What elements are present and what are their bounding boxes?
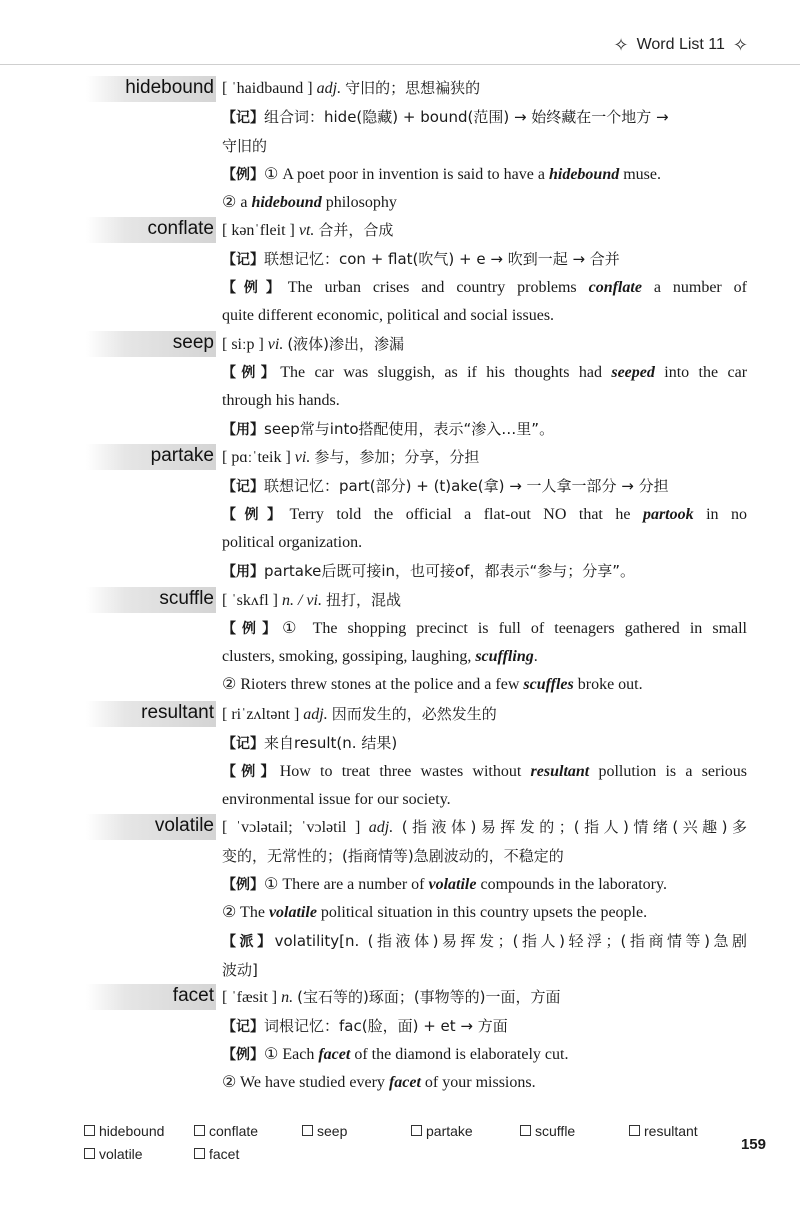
usage-tag: 【用】 xyxy=(222,422,264,438)
example-text: of the diamond is elaborately cut. xyxy=(350,1046,569,1063)
phonetic: [ ˈfæsit ] xyxy=(222,989,278,1006)
part-of-speech: adj. xyxy=(316,80,342,97)
memo-text: 守旧的 xyxy=(222,137,268,155)
example-text: ① Each xyxy=(264,1046,319,1063)
example-keyword: hidebound xyxy=(251,194,322,211)
example-tag: 【例】 xyxy=(222,365,281,381)
checklist-item[interactable] xyxy=(84,1146,143,1162)
example-tag: 【例】 xyxy=(222,764,280,780)
example-tag: 【例】 xyxy=(222,280,288,296)
example-text: ② The xyxy=(222,904,269,921)
phonetic: [ ˈvɔlətail; ˈvɔlətil ] xyxy=(222,819,361,836)
memo-text: 联想记忆：part(部分) + (t)ake(拿) → 一人拿一部分 → 分担 xyxy=(264,477,669,495)
example-text: ② a xyxy=(222,194,252,211)
example-text: The car was sluggish, as if his thoughts had xyxy=(280,364,612,381)
checkbox-icon[interactable] xyxy=(84,1125,95,1136)
example-text: a number of xyxy=(641,279,748,296)
memo-line xyxy=(222,729,747,758)
memo-text: 来自result(n. 结果) xyxy=(264,734,398,752)
headword-box xyxy=(86,814,216,840)
headword: facet xyxy=(172,985,214,1006)
memo-text: 词根记忆：fac(脸，面) + et → 方面 xyxy=(264,1017,508,1035)
definition-line xyxy=(222,983,747,1012)
example-keyword: scuffles xyxy=(523,676,574,693)
example-keyword: conflate xyxy=(588,279,642,296)
entry-content xyxy=(222,216,747,330)
page-header xyxy=(0,32,800,65)
headword: scuffle xyxy=(159,588,214,609)
usage-text: seep常与into搭配使用，表示“渗入…里”。 xyxy=(264,420,555,438)
checkbox-icon[interactable] xyxy=(84,1148,95,1159)
example-line-cont xyxy=(222,529,747,557)
example-line xyxy=(222,189,747,217)
ornament-right-icon: ✧ xyxy=(732,35,748,55)
definition: (宝石等的)琢面；(事物等的)一面，方面 xyxy=(297,988,561,1006)
example-text: pollution is a serious xyxy=(589,763,748,780)
memo-line-cont xyxy=(222,132,747,161)
example-keyword: facet xyxy=(388,1074,421,1091)
memo-tag: 【记】 xyxy=(222,736,264,752)
headword-box xyxy=(86,331,216,357)
checklist-label: scuffle xyxy=(535,1123,576,1139)
part-of-speech: adj. xyxy=(368,819,394,836)
example-keyword: volatile xyxy=(428,876,477,893)
example-text: How to treat three wastes without xyxy=(279,763,531,780)
checkbox-icon[interactable] xyxy=(194,1148,205,1159)
example-tag: 【例】 xyxy=(222,167,264,183)
example-line xyxy=(222,274,747,302)
definition-line-cont xyxy=(222,842,747,871)
example-tag: 【例】 xyxy=(222,621,283,637)
definition: 合并，合成 xyxy=(318,221,394,239)
headword-box xyxy=(86,444,216,470)
example-text: political organization. xyxy=(222,534,363,551)
definition: 因而发生的，必然发生的 xyxy=(331,705,497,723)
example-text: ① The shopping precinct is full of teenagers gathered in small xyxy=(282,620,747,637)
example-line xyxy=(222,758,747,786)
memo-tag: 【记】 xyxy=(222,1019,264,1035)
example-line-cont xyxy=(222,387,747,415)
checklist-label: conflate xyxy=(209,1123,259,1139)
memo-text: 联想记忆：con + flat(吹气) + e → 吹到一起 → 合并 xyxy=(264,250,620,268)
definition-line xyxy=(222,813,747,842)
part-of-speech: vt. xyxy=(298,222,315,239)
headword: partake xyxy=(150,445,214,466)
checklist-label: seep xyxy=(317,1123,348,1139)
checklist-item[interactable] xyxy=(629,1123,698,1139)
derivative-text: 波动] xyxy=(222,961,258,979)
usage-text: partake后既可接in，也可接of，都表示“参与；分享”。 xyxy=(264,562,636,580)
definition: (液体)渗出，渗漏 xyxy=(287,335,405,353)
derivative-text: volatility[n. (指液体)易挥发；(指人)轻浮；(指商情等)急剧 xyxy=(274,932,748,950)
phonetic: [ kənˈfleit ] xyxy=(222,222,295,239)
example-text: The urban crises and country problems xyxy=(287,279,589,296)
entry-content xyxy=(222,983,747,1097)
definition: 守旧的；思想褊狭的 xyxy=(345,79,481,97)
part-of-speech: vi. xyxy=(294,449,311,466)
example-text: broke out. xyxy=(573,676,643,693)
usage-line xyxy=(222,557,747,586)
derivative-line-cont xyxy=(222,956,747,985)
example-line xyxy=(222,1041,747,1069)
example-line-cont xyxy=(222,302,747,330)
checklist-item[interactable] xyxy=(194,1146,239,1162)
example-text: of your missions. xyxy=(420,1074,536,1091)
example-tag: 【例】 xyxy=(222,507,290,523)
checkbox-icon[interactable] xyxy=(194,1125,205,1136)
example-keyword: seeped xyxy=(611,364,655,381)
example-text: Terry told the official a flat-out NO that he xyxy=(289,506,643,523)
ornament-left-icon: ✧ xyxy=(613,35,629,55)
checkbox-icon[interactable] xyxy=(302,1125,313,1136)
example-keyword: hidebound xyxy=(548,166,620,183)
definition: 变的，无常性的；(指商情等)急剧波动的，不稳定的 xyxy=(222,847,564,865)
example-text: . xyxy=(533,648,538,665)
example-text: political situation in this country upsets the people. xyxy=(316,904,648,921)
checklist-item[interactable] xyxy=(411,1123,473,1139)
memo-line xyxy=(222,1012,747,1041)
example-text: quite different economic, political and social issues. xyxy=(222,307,555,324)
memo-line xyxy=(222,245,747,274)
page-number: 159 xyxy=(740,1136,766,1153)
header-title: Word List 11 xyxy=(636,36,725,53)
headword: volatile xyxy=(154,815,214,836)
definition: 扭打，混战 xyxy=(325,591,401,609)
example-keyword: scuffling xyxy=(475,648,534,665)
example-text: compounds in the laboratory. xyxy=(476,876,667,893)
example-text: philosophy xyxy=(321,194,397,211)
headword-box xyxy=(86,701,216,727)
phonetic: [ pɑːˈteik ] xyxy=(222,449,291,466)
example-line xyxy=(222,671,747,699)
example-text: ② We have studied every xyxy=(222,1074,389,1091)
headword-box xyxy=(86,984,216,1010)
checklist-label: volatile xyxy=(99,1146,143,1162)
checklist-label: resultant xyxy=(644,1123,698,1139)
memo-line xyxy=(222,103,747,132)
example-keyword: partook xyxy=(642,506,694,523)
part-of-speech: n. / vi. xyxy=(281,592,322,609)
headword: resultant xyxy=(141,702,214,723)
definition-line xyxy=(222,74,747,103)
definition-line xyxy=(222,586,747,615)
example-text: environmental issue for our society. xyxy=(222,791,451,808)
headword: hidebound xyxy=(125,77,214,98)
checklist-item[interactable] xyxy=(302,1123,347,1139)
definition: 参与，参加；分享，分担 xyxy=(314,448,480,466)
example-line xyxy=(222,1069,747,1097)
phonetic: [ riˈzʌltənt ] xyxy=(222,706,300,723)
example-text: ② Rioters threw stones at the police and a few xyxy=(222,676,524,693)
memo-tag: 【记】 xyxy=(222,252,264,268)
memo-tag: 【记】 xyxy=(222,479,264,495)
example-text: into the car xyxy=(654,364,748,381)
memo-line xyxy=(222,472,747,501)
usage-tag: 【用】 xyxy=(222,564,264,580)
memo-text: 组合词：hide(隐藏) + bound(范围) → 始终藏在一个地方 → xyxy=(264,108,669,126)
definition-line xyxy=(222,443,747,472)
headword-box xyxy=(86,76,216,102)
definition: (指液体)易挥发的；(指人)情绪(兴趣)多 xyxy=(401,818,747,836)
part-of-speech: adj. xyxy=(303,706,328,723)
entry-content xyxy=(222,813,747,985)
phonetic: [ ˈskʌfl ] xyxy=(222,592,278,609)
headword: seep xyxy=(172,332,214,353)
entry-content xyxy=(222,700,747,814)
example-tag: 【例】 xyxy=(222,1047,264,1063)
derivative-line xyxy=(222,927,747,956)
derivative-tag: 【派】 xyxy=(222,934,275,950)
example-keyword: resultant xyxy=(530,763,590,780)
example-text: muse. xyxy=(619,166,661,183)
example-text: ① There are a number of xyxy=(264,876,429,893)
checklist-label: facet xyxy=(209,1146,240,1162)
part-of-speech: n. xyxy=(281,989,294,1006)
checklist-label: partake xyxy=(426,1123,473,1139)
entry-content xyxy=(222,586,747,699)
example-line xyxy=(222,615,747,643)
example-keyword: facet xyxy=(318,1046,351,1063)
checklist-item[interactable] xyxy=(194,1123,258,1139)
example-line xyxy=(222,871,747,899)
phonetic: [ ˈhaidbaund ] xyxy=(222,80,313,97)
example-line-cont xyxy=(222,643,747,671)
headword-box xyxy=(86,587,216,613)
example-line xyxy=(222,161,747,189)
entry-content xyxy=(222,443,747,586)
usage-line xyxy=(222,415,747,444)
example-keyword: volatile xyxy=(268,904,317,921)
example-line-cont xyxy=(222,786,747,814)
example-text: in no xyxy=(693,506,748,523)
example-text: through his hands. xyxy=(222,392,340,409)
definition-line xyxy=(222,700,747,729)
checkbox-icon[interactable] xyxy=(411,1125,422,1136)
definition-line xyxy=(222,216,747,245)
example-text: clusters, smoking, gossiping, laughing, xyxy=(222,648,476,665)
checklist-item[interactable] xyxy=(520,1123,575,1139)
memo-tag: 【记】 xyxy=(222,110,264,126)
checklist-label: hidebound xyxy=(99,1123,165,1139)
part-of-speech: vi. xyxy=(267,336,284,353)
entry-content xyxy=(222,74,747,217)
checkbox-icon[interactable] xyxy=(629,1125,640,1136)
example-text: ① A poet poor in invention is said to have a xyxy=(264,166,549,183)
example-line xyxy=(222,359,747,387)
headword-box xyxy=(86,217,216,243)
phonetic: [ siːp ] xyxy=(222,336,264,353)
header-group xyxy=(613,36,748,54)
headword: conflate xyxy=(147,218,214,239)
entry-content xyxy=(222,330,747,444)
checkbox-icon[interactable] xyxy=(520,1125,531,1136)
example-line xyxy=(222,501,747,529)
checklist-item[interactable] xyxy=(84,1123,164,1139)
definition-line xyxy=(222,330,747,359)
example-line xyxy=(222,899,747,927)
example-tag: 【例】 xyxy=(222,877,264,893)
